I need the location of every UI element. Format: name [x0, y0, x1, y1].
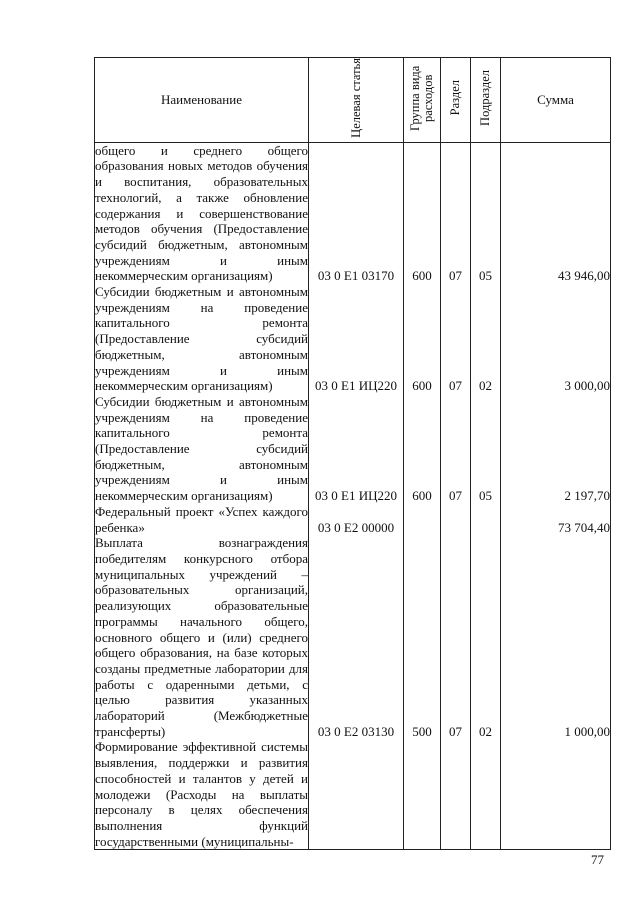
row-subsection: 02: [471, 284, 501, 394]
row-group: 600: [404, 284, 441, 394]
header-group: Группа вида расходов: [408, 65, 435, 131]
header-sum: Сумма: [501, 58, 611, 143]
row-sum: 1 000,00: [501, 535, 611, 739]
row-code: 03 0 E2 00000: [309, 504, 404, 535]
row-subsection: 05: [471, 394, 501, 504]
row-code: 03 0 E1 ИЦ220: [309, 284, 404, 394]
row-sum: 43 946,00: [501, 142, 611, 284]
row-subsection: [471, 739, 501, 849]
row-name: Федеральный проект «Успех каждого ребенка»: [95, 503, 308, 535]
header-section: Раздел: [448, 80, 462, 116]
header-subsection: Подраздел: [478, 70, 492, 126]
row-name: общего и среднего общего образования новых методов обучения и воспитания, образовательных технологий, а также обновление содержания и совершенствование методов обучения (Предоставление субсидий бюджетным, автономным учреждениям и иным некоммерческим организациям): [95, 142, 308, 284]
row-sum: [501, 739, 611, 849]
row-name: Субсидии бюджетным и автономным учреждениям на проведение капитального ремонта (Предоставление субсидий бюджетным, автономным учреждениям и иным некоммерческим организациям): [95, 284, 308, 394]
table-row: [95, 535, 611, 739]
row-subsection: 02: [471, 535, 501, 739]
table-row: [95, 739, 611, 849]
row-sum: 2 197,70: [501, 394, 611, 504]
budget-table: [94, 57, 611, 850]
header-code-cell: [309, 58, 404, 143]
row-code: 03 0 E2 03130: [309, 535, 404, 739]
row-group: 600: [404, 142, 441, 284]
row-code: 03 0 E1 ИЦ220: [309, 394, 404, 504]
row-group: [404, 739, 441, 849]
row-group: 600: [404, 394, 441, 504]
row-subsection: 05: [471, 142, 501, 284]
table-row: [95, 394, 611, 504]
row-group: 500: [404, 535, 441, 739]
row-sum: 3 000,00: [501, 284, 611, 394]
header-subsection-cell: [471, 58, 501, 143]
header-section-cell: [441, 58, 471, 143]
page-number: 77: [591, 852, 604, 867]
table-row: [95, 504, 611, 535]
row-sum: 73 704,40: [501, 504, 611, 535]
row-code: 03 0 E1 03170: [309, 142, 404, 284]
row-name: Формирование эффективной системы выявления, поддержки и развития способностей и талантов у детей и молодежи (Расходы на выплаты персоналу в целях обеспечения выполнения функций государственными (муниципальны-: [95, 739, 308, 849]
header-name: Наименование: [95, 58, 309, 143]
table-row: [95, 284, 611, 394]
row-name: Субсидии бюджетным и автономным учреждениям на проведение капитального ремонта (Предоставление субсидий бюджетным, автономным учреждениям и иным некоммерческим организациям): [95, 393, 308, 504]
row-section: 07: [441, 284, 471, 394]
row-section: 07: [441, 394, 471, 504]
table-row: [95, 142, 611, 284]
table-header-row: [95, 58, 611, 143]
row-name: Выплата вознаграждения победителям конкурсного отбора муниципальных учреждений – образовательных организаций, реализующих образовательные программы начального общего, основного общего и (или) среднего общего образования, на базе которых созданы предметные лаборатории для работы с одаренными детьми, с целью развития указанных лабораторий (Межбюджетные трансферты): [95, 535, 308, 739]
row-section: 07: [441, 142, 471, 284]
row-subsection: [471, 504, 501, 535]
header-code: Целевая статья: [348, 58, 363, 138]
row-section: 07: [441, 535, 471, 739]
row-code: [309, 739, 404, 849]
row-section: [441, 504, 471, 535]
row-group: [404, 504, 441, 535]
header-group-cell: [404, 58, 441, 143]
row-section: [441, 739, 471, 849]
